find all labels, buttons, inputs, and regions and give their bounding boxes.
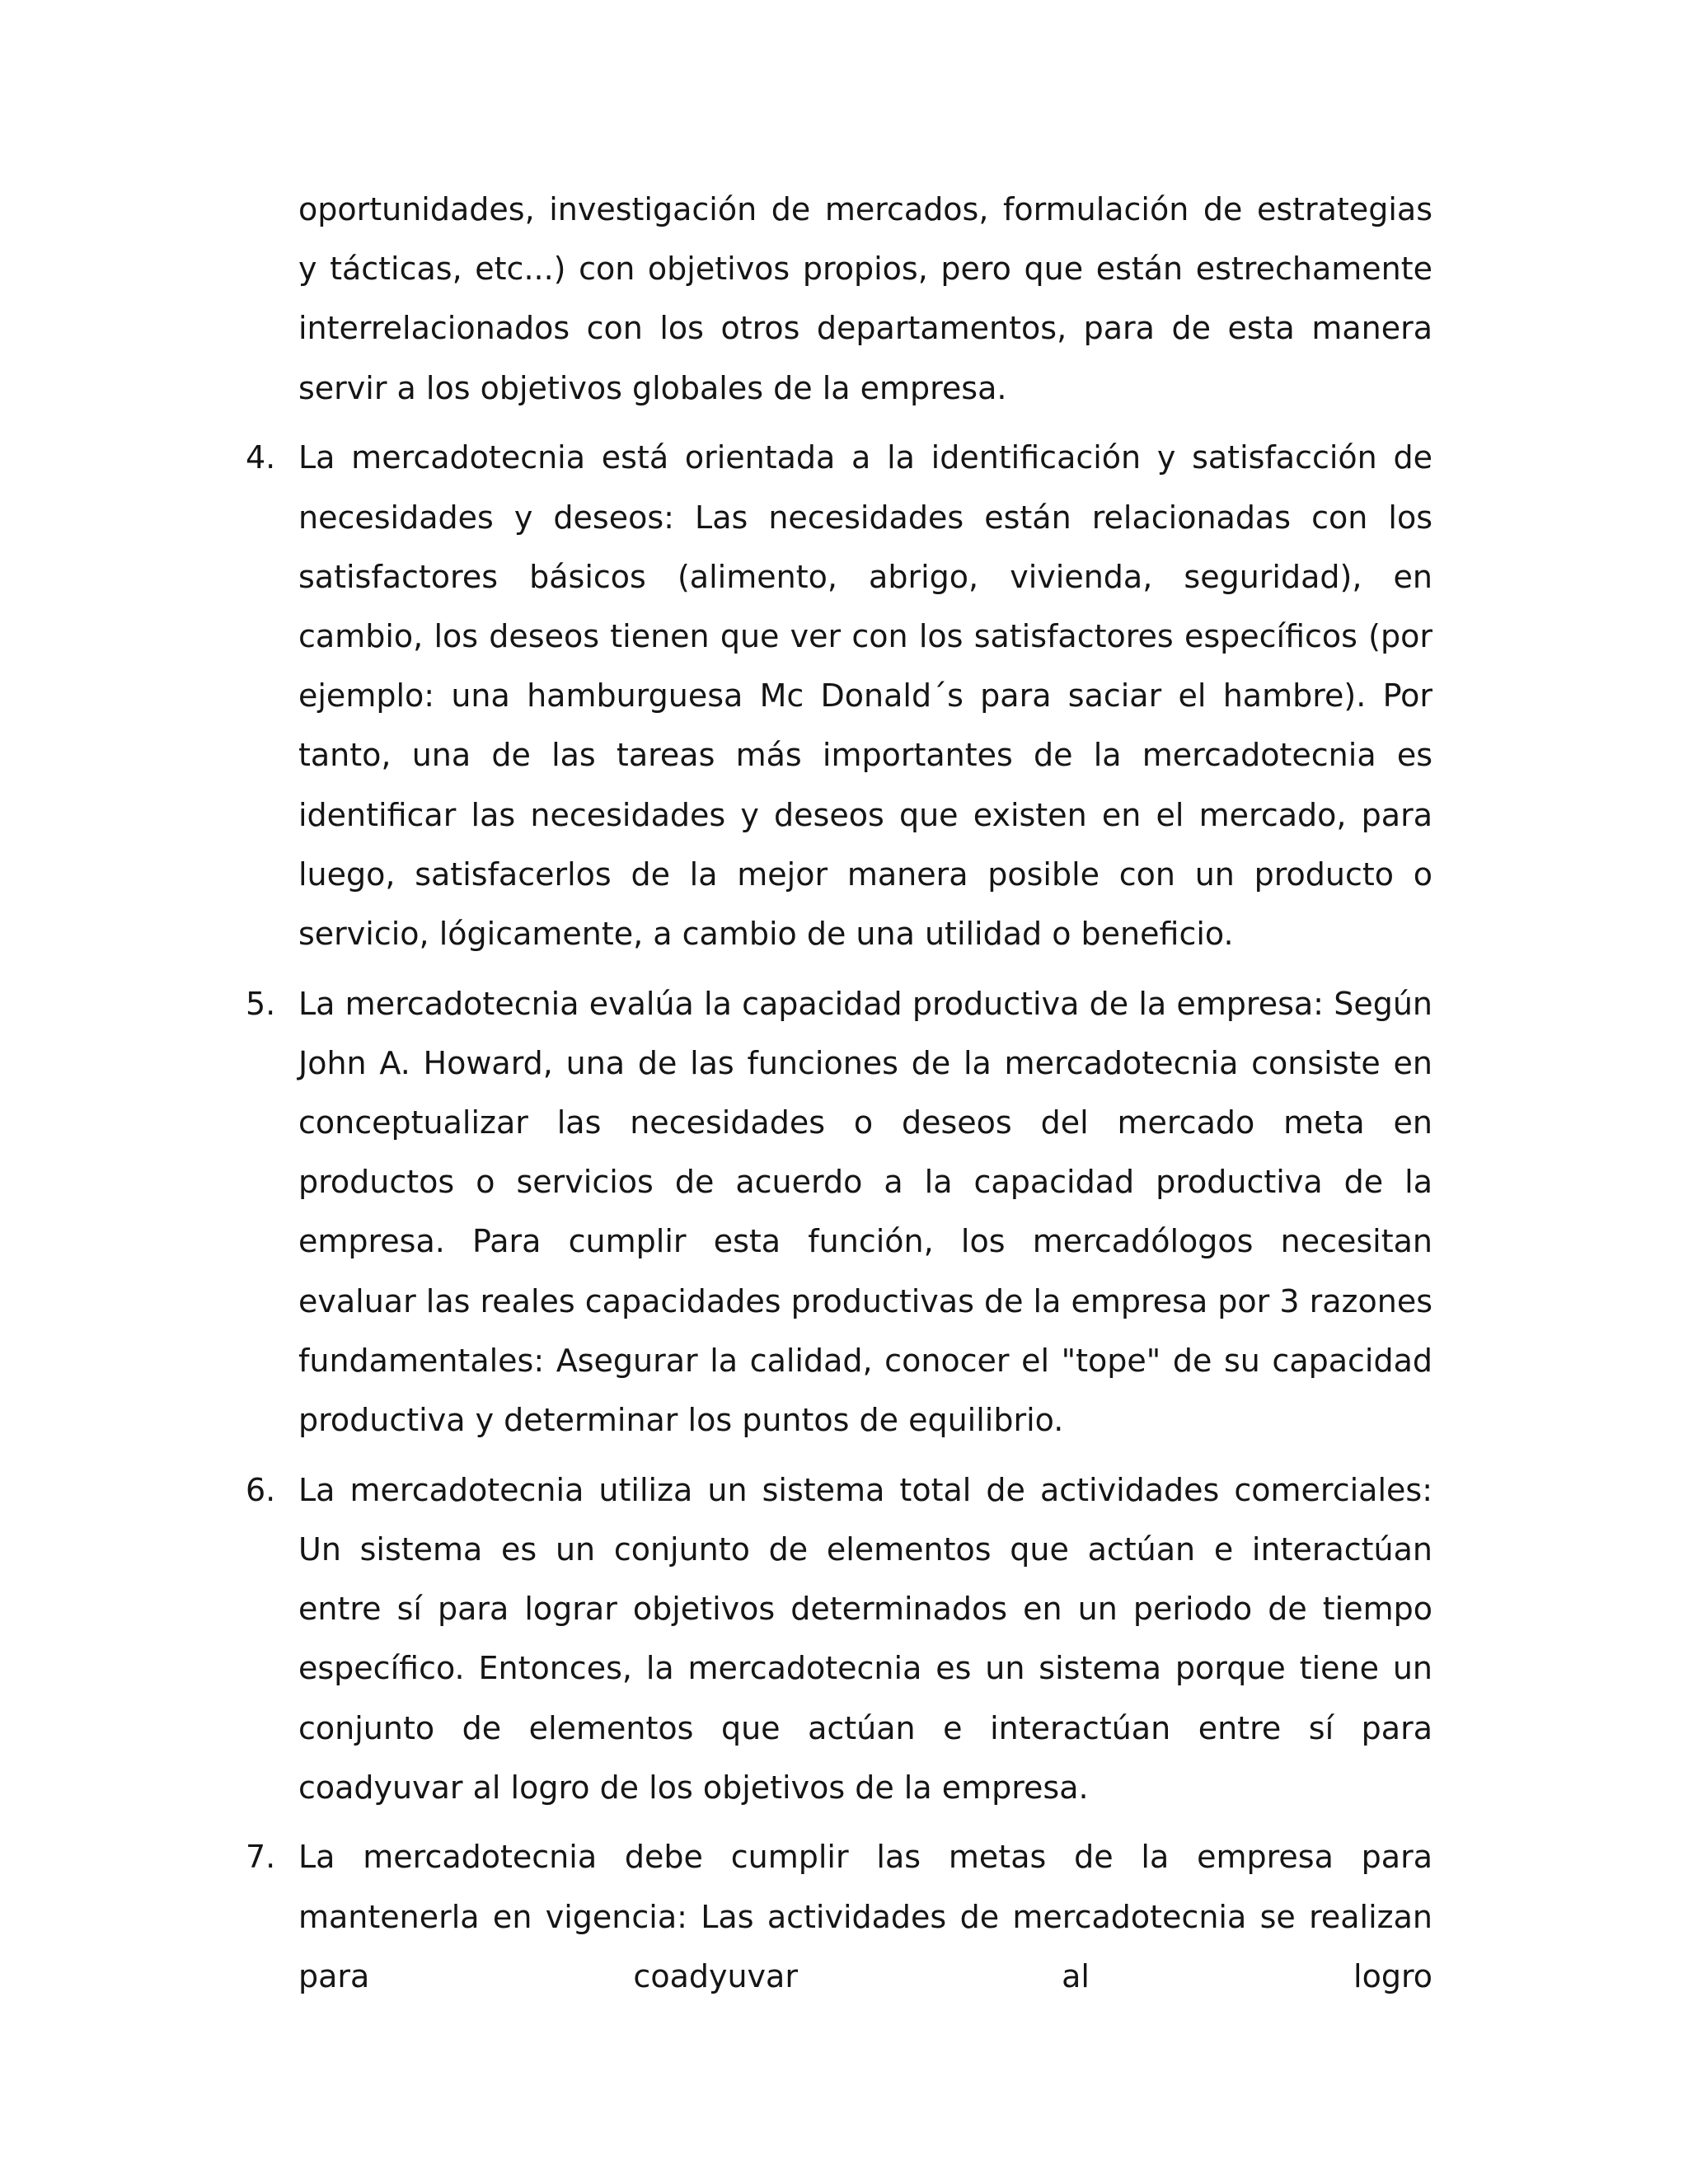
list-item-text: La mercadotecnia está orientada a la identificación y satisfacción de necesidades y deseos: Las necesidades están relacionadas con los satisfactores básicos (alimento, abrigo, vivienda, seguridad), en cambio, los deseos tienen que ver con los satisfactores específicos (por ejemplo: una hamburguesa Mc Donald´s para saciar el hambre). Por tanto, una de las tareas más importantes de la mercadotecnia es identificar las necesidades y deseos que existen en el mercado, para luego, satisfacerlos de la mejor manera posible con un producto o servicio, lógicamente, a cambio de una utilidad o beneficio. <box>298 439 1432 952</box>
list-item-4 <box>246 428 1432 963</box>
continuation-paragraph: oportunidades, investigación de mercados, formulación de estrategias y tácticas, etc...) con objetivos propios, pero que están estrechamente interrelacionados con los otros departamentos, para de esta manera servir a los objetivos globales de la empresa. <box>298 191 1432 406</box>
list-item-number: 7. <box>246 1839 276 1876</box>
list-item-number: 6. <box>246 1471 276 1508</box>
list-item-text: La mercadotecnia evalúa la capacidad productiva de la empresa: Según John A. Howard, una de las funciones de la mercadotecnia consiste en conceptualizar las necesidades o deseos del mercado meta en productos o servicios de acuerdo a la capacidad productiva de la empresa. Para cumplir esta función, los mercadólogos necesitan evaluar las reales capacidades productivas de la empresa por 3 razones fundamentales: Asegurar la calidad, conocer el "tope" de su capacidad productiva y determinar los puntos de equilibrio. <box>298 985 1432 1439</box>
list-item-text: La mercadotecnia debe cumplir las metas de la empresa para mantenerla en vigencia: Las actividades de mercadotecnia se realizan para coadyuvar al logro <box>298 1839 1432 1994</box>
list-item-number: 5. <box>246 985 276 1022</box>
document-body <box>246 180 1432 2006</box>
list-item-6 <box>246 1460 1432 1817</box>
list-item-5 <box>246 974 1432 1451</box>
list-item-number: 4. <box>246 439 276 476</box>
list-item-text: La mercadotecnia utiliza un sistema total de actividades comerciales: Un sistema es un conjunto de elementos que actúan e interactúan entre sí para lograr objetivos determinados en un periodo de tiempo específico. Entonces, la mercadotecnia es un sistema porque tiene un conjunto de elementos que actúan e interactúan entre sí para coadyuvar al logro de los objetivos de la empresa. <box>298 1471 1432 1806</box>
list-item-7 <box>246 1827 1432 2006</box>
